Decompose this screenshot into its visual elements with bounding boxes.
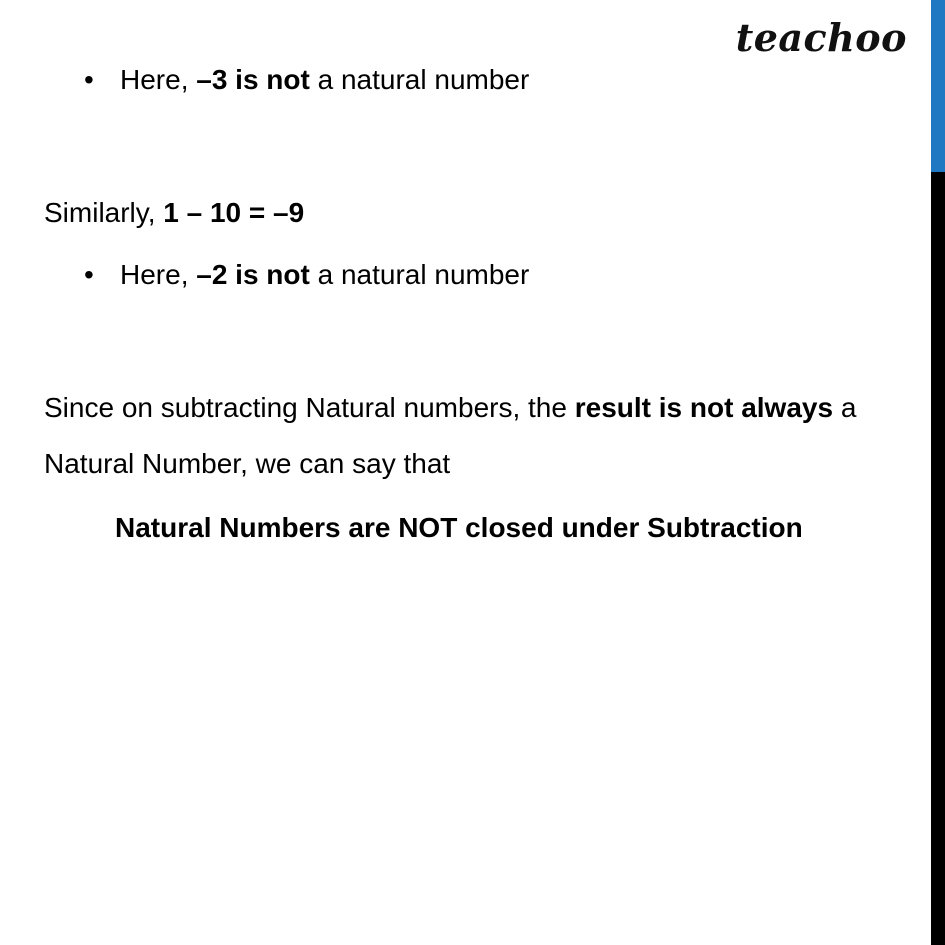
side-bar-accent: [931, 0, 945, 172]
bullet-icon: •: [84, 64, 94, 95]
bullet-2-suffix: a natural number: [309, 259, 530, 290]
bullet-1-prefix: Here,: [120, 64, 197, 95]
conclusion-statement: Natural Numbers are NOT closed under Subtraction: [115, 512, 803, 543]
similarly-equation: 1 – 10 = –9: [163, 197, 305, 228]
bullet-1-bold: –3 is not: [196, 64, 310, 95]
bullet-2-prefix: Here,: [120, 259, 197, 290]
since-prefix: Since on subtracting Natural numbers, the: [44, 392, 575, 423]
bullet-1-suffix: a natural number: [309, 64, 530, 95]
since-line-1: [44, 391, 856, 425]
teachoo-logo: teachoo: [735, 15, 907, 60]
bullet-line-2: [84, 258, 529, 292]
similarly-prefix: Similarly,: [44, 197, 164, 228]
since-line-2: Natural Number, we can say that: [44, 448, 451, 479]
bullet-line-1: [84, 63, 529, 97]
similarly-line: [44, 196, 304, 230]
since-suffix: a: [833, 392, 857, 423]
bullet-icon: •: [84, 259, 94, 290]
right-side-bar: [931, 0, 945, 945]
bullet-2-bold: –2 is not: [196, 259, 310, 290]
since-bold: result is not always: [574, 392, 834, 423]
